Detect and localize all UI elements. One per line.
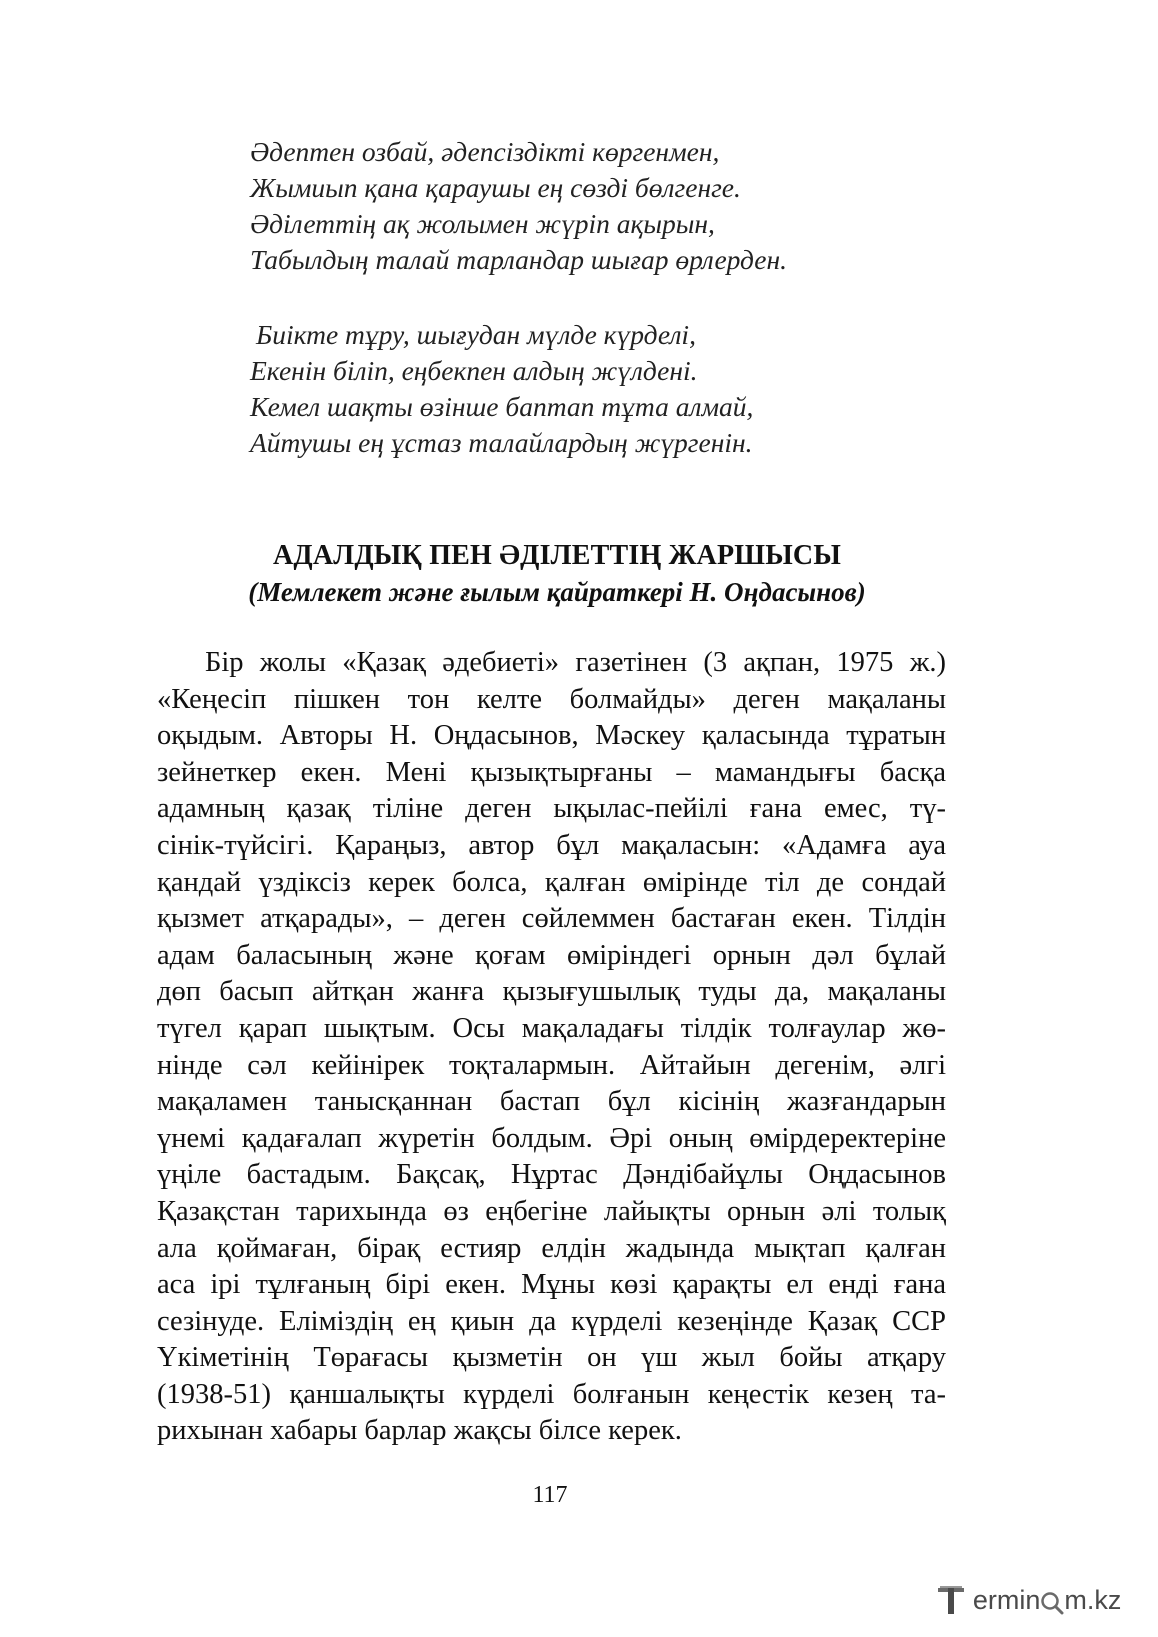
body-line: түгел қарап шықтым. Осы мақаладағы тілдік толғаулар жө- [157, 1012, 946, 1044]
page-number: 117 [532, 1482, 568, 1508]
body-line: Қазақстан тарихында өз еңбегіне лайықты орнын әлі толық [157, 1195, 946, 1227]
body-line: (1938-51) қаншалықты күрделі болғанын кеңестік кезең та- [157, 1378, 946, 1410]
poem-stanza-2 [250, 317, 950, 461]
body-line: қандай үздіксіз керек болса, қалған өмірінде тіл де сондай [157, 866, 946, 898]
body-line: сезінуде. Еліміздің ең қиын да күрделі кезеңінде Қазақ ССР [157, 1305, 946, 1337]
body-line: дөп басып айтқан жанға қызығушылық туды да, мақаланы [157, 976, 946, 1008]
body-paragraph [157, 645, 946, 1450]
body-line: Бір жолы «Қазақ әдебиеті» газетінен (3 ақпан, 1975 ж.) [205, 647, 946, 678]
magnifier-icon [1040, 1585, 1064, 1615]
poem-line: Табылдың талай тарландар шығар өрлерден. [250, 244, 788, 275]
watermark-logo [938, 1578, 1148, 1618]
body-line: оқыдым. Авторы Н. Оңдасынов, Мәскеу қаласында тұратын [157, 720, 946, 752]
poem-line: Әділеттің ақ жолымен жүріп ақырын, [250, 208, 715, 239]
poem-line: Кемел шақты өзінше баптап тұта алмай, [250, 391, 754, 422]
watermark-text-end: m.kz [1064, 1585, 1122, 1615]
poem-line: Жымиып қана қараушы ең сөзді бөлгенге. [250, 172, 741, 203]
body-line: адам баласының және қоғам өміріндегі орнын дәл бұлай [157, 939, 946, 971]
body-line: мақаламен танысқаннан бастап бұл кісінің жазғандарын [157, 1086, 946, 1118]
body-line: нінде сәл кейінірек тоқталармын. Айтайын дегенім, әлгі [157, 1049, 946, 1081]
poem-line: Айтушы ең ұстаз талайлардың жүргенін. [250, 427, 753, 458]
t-logo-icon [938, 1580, 973, 1616]
body-line: «Кеңесіп пішкен тон келте болмайды» деген мақаланы [157, 683, 946, 715]
body-line: аса ірі тұлғаның бірі екен. Мұны көзі қарақты ел енді ғана [157, 1269, 946, 1301]
poem-line: Әдептен озбай, әдепсіздікті көргенмен, [250, 136, 720, 167]
body-line: сінік-түйсігі. Қараңыз, автор бұл мақаласын: «Адамға ауа [157, 829, 946, 861]
poem-line: Биікте тұру, шығудан мүлде күрделі, [256, 319, 696, 350]
poem-line: Екенін біліп, еңбекпен алдың жүлдені. [250, 355, 698, 386]
body-line: үнемі қадағалап жүретін болдым. Әрі оның өмірдеректеріне [157, 1122, 946, 1154]
chapter-title: АДАЛДЫҚ ПЕН ӘДІЛЕТТІҢ ЖАРШЫСЫ [272, 540, 842, 571]
poem-stanza-1 [250, 134, 950, 278]
body-line: қызмет атқарады», – деген сөйлеммен бастаған екен. Тілдін [157, 903, 946, 935]
body-line: рихынан хабары барлар жақсы білсе керек. [157, 1415, 682, 1447]
body-line: ала қоймаған, бірақ естияр елдін жадында мықтап қалған [157, 1232, 946, 1264]
watermark-text-start: ermin [972, 1585, 1041, 1615]
body-line: адамның қазақ тіліне деген ықылас-пейілі ғана емес, тү- [157, 793, 946, 825]
body-line: зейнеткер екен. Мені қызықтырғаны – мамандығы басқа [157, 756, 946, 788]
chapter-subtitle: (Мемлекет және ғылым қайраткері Н. Оңдасынов) [248, 577, 866, 607]
body-line: Үкіметінің Төрағасы қызметін он үш жыл бойы атқару [157, 1342, 946, 1374]
body-line: үңіле бастадым. Бақсақ, Нұртас Дәндібайұлы Оңдасынов [157, 1159, 946, 1191]
